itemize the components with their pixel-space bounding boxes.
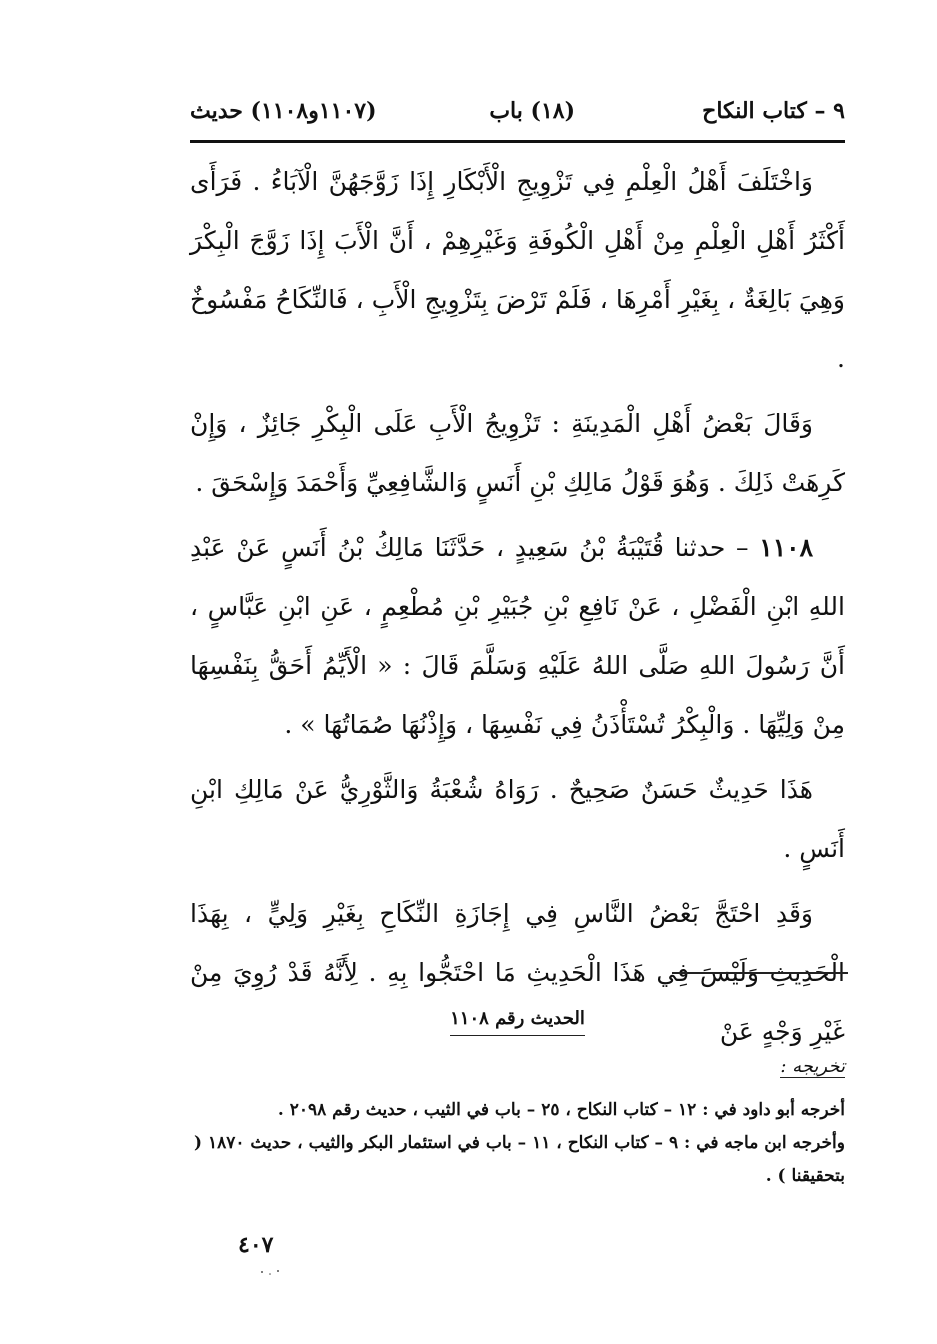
paragraph-2: وَقَالَ بَعْضُ أَهْلِ الْمَدِينَةِ : تَزْوِيجُ الْأَبِ عَلَى الْبِكْرِ جَائِزٌ ، وَإِنْ كَرِهَتْ ذَلِكَ . وَهُوَ قَوْلُ مَالِكِ بْنِ أَنَسٍ وَالشَّافِعِيِّ وَأَحْمَدَ وَإِسْحَقَ . — [190, 409, 845, 497]
footnote-hadith-ref — [190, 1008, 845, 1029]
header-book-title: ٩ – كتاب النكاح — [702, 98, 845, 124]
header-chapter: (١٨) باب — [489, 98, 575, 124]
header-rule — [190, 140, 845, 143]
footnotes — [190, 1094, 845, 1193]
running-header — [190, 92, 845, 136]
hadith-number: ١١٠٨ — [759, 533, 814, 562]
paragraph-1: وَاخْتَلَفَ أَهْلُ الْعِلْمِ فِي تَزْوِيجِ الْأَبْكَارِ إِذَا زَوَّجَهُنَّ الْآبَاءُ . فَرَأَى أَكْثَرُ أَهْلِ الْعِلْمِ مِنْ أَهْلِ الْكُوفَةِ وَغَيْرِهِمْ ، أَنَّ الْأَبَ إِذَا زَوَّجَ الْبِكْرَ وَهِيَ بَالِغَةٌ ، بِغَيْرِ أَمْرِهَا ، فَلَمْ تَرْضَ بِتَزْوِيجِ الْأَبِ ، فَالنِّكَاحُ مَفْسُوخٌ . — [190, 167, 845, 373]
footnote-rule — [672, 972, 848, 974]
footnote-line-2: وأخرجه ابن ماجه في : ٩ – كتاب النكاح ، ١١ – باب في استئمار البكر والثيب ، حديث ١٨٧٠ ( بتحقيقنا ) . — [193, 1133, 845, 1186]
takhrij-label — [780, 1056, 845, 1077]
scan-specks — [256, 1262, 286, 1282]
paragraph-5: وَقَدِ احْتَجَّ بَعْضُ النَّاسِ فِي إِجَازَةِ النِّكَاحِ بِغَيْرِ وَلِيٍّ ، بِهَذَا الْحَدِيثِ وَلَيْسَ فِي هَذَا الْحَدِيثِ مَا احْتَجُّوا بِهِ . لِأَنَّهُ قَدْ رُوِيَ مِنْ غَيْرِ وَجْهٍ عَنْ — [190, 899, 845, 1046]
footnote-hadith-ref-text: الحديث رقم ١١٠٨ — [450, 1008, 585, 1036]
paragraph-4: هَذَا حَدِيثٌ حَسَنٌ صَحِيحٌ . رَوَاهُ شُعْبَةُ وَالثَّوْرِيُّ عَنْ مَالِكِ ابْنِ أَنَسٍ . — [190, 775, 845, 863]
main-text — [190, 152, 845, 1061]
footnote-line-1: أخرجه أبو داود في : ١٢ – كتاب النكاح ، ٢٥ – باب في الثيب ، حديث رقم ٢٠٩٨ . — [277, 1100, 845, 1120]
takhrij-label-text: تخريجه : — [780, 1056, 845, 1077]
page-number: ٤٠٧ — [238, 1232, 274, 1258]
header-hadith-range: (١١٠٧و١١٠٨) حديث — [190, 98, 377, 124]
paragraph-3 — [190, 518, 845, 754]
hadith-text: – حدثنا قُتَيْبَةُ بْنُ سَعِيدٍ ، حَدَّثَنَا مَالِكُ بْنُ أَنَسٍ عَنْ عَبْدِ اللهِ ابْنِ الْفَضْلِ ، عَنْ نَافِعِ بْنِ جُبَيْرِ بْنِ مُطْعِمٍ ، عَنِ ابْنِ عَبَّاسٍ ، أَنَّ رَسُولَ اللهِ صَلَّى اللهُ عَلَيْهِ وَسَلَّمَ قَالَ : « الْأَيِّمُ أَحَقُّ بِنَفْسِهَا مِنْ وَلِيِّهَا . وَالْبِكْرُ تُسْتَأْذَنُ فِي نَفْسِهَا ، وَإِذْنُهَا صُمَاتُهَا » . — [190, 533, 845, 739]
